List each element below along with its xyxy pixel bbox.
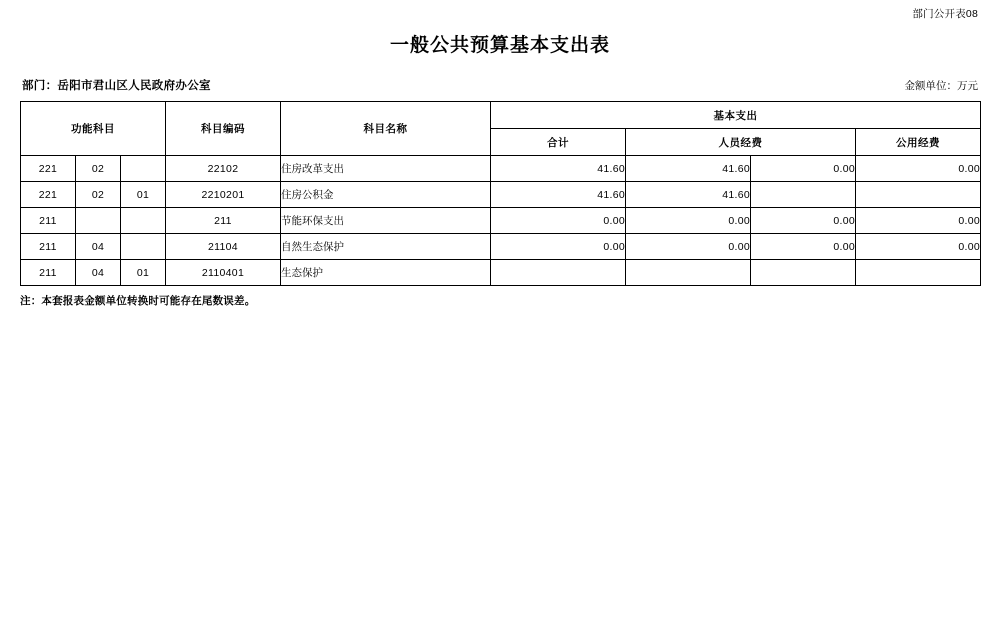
table-row (21, 156, 981, 182)
table-row (21, 234, 981, 260)
header-total: 合计 (491, 129, 626, 156)
cell-subject-name: 住房改革支出 (281, 156, 491, 182)
document-code: 部门公开表08 (912, 8, 978, 20)
page-title: 一般公共预算基本支出表 (389, 35, 610, 56)
cell-subject-name: 节能环保支出 (281, 208, 491, 234)
cell-function-class: 211 (21, 234, 76, 260)
table-row (21, 208, 981, 234)
header-basic-expenditure: 基本支出 (491, 102, 981, 129)
table-footnote: 注：本套报表金额单位转换时可能存在尾数误差。 (20, 295, 256, 307)
header-subject-name: 科目名称 (281, 102, 491, 156)
cell-function-xiang (121, 156, 166, 182)
cell-total: 41.60 (491, 156, 626, 182)
amount-unit-label: 金额单位：万元 (904, 80, 978, 92)
cell-function-kuan: 04 (76, 260, 121, 286)
header-function-subject: 功能科目 (21, 102, 166, 156)
cell-personnel: 0.00 (626, 234, 751, 260)
cell-subject-code: 22102 (166, 156, 281, 182)
cell-subject-code: 2210201 (166, 182, 281, 208)
cell-public: 0.00 (856, 234, 981, 260)
cell-personnel-sub: 0.00 (751, 156, 856, 182)
cell-function-class: 221 (21, 182, 76, 208)
cell-public: 0.00 (856, 156, 981, 182)
cell-subject-code: 21104 (166, 234, 281, 260)
cell-function-xiang: 01 (121, 260, 166, 286)
cell-function-kuan: 04 (76, 234, 121, 260)
cell-personnel-sub: 0.00 (751, 234, 856, 260)
cell-function-kuan (76, 208, 121, 234)
cell-subject-name: 生态保护 (281, 260, 491, 286)
budget-table (20, 101, 981, 286)
cell-subject-code: 2110401 (166, 260, 281, 286)
cell-personnel: 41.60 (626, 182, 751, 208)
cell-personnel: 0.00 (626, 208, 751, 234)
cell-function-xiang (121, 234, 166, 260)
cell-total: 0.00 (491, 208, 626, 234)
cell-public (856, 182, 981, 208)
cell-total: 0.00 (491, 234, 626, 260)
header-personnel: 人员经费 (626, 129, 856, 156)
cell-subject-name: 住房公积金 (281, 182, 491, 208)
cell-public: 0.00 (856, 208, 981, 234)
cell-public (856, 260, 981, 286)
document-meta (20, 77, 980, 93)
cell-subject-code: 211 (166, 208, 281, 234)
cell-subject-name: 自然生态保护 (281, 234, 491, 260)
table-row (21, 260, 981, 286)
cell-total (491, 260, 626, 286)
cell-function-kuan: 02 (76, 182, 121, 208)
cell-function-class: 211 (21, 208, 76, 234)
cell-personnel-sub: 0.00 (751, 208, 856, 234)
cell-personnel-sub (751, 260, 856, 286)
budget-table-body (21, 156, 981, 286)
cell-function-kuan: 02 (76, 156, 121, 182)
cell-personnel: 41.60 (626, 156, 751, 182)
cell-function-class: 221 (21, 156, 76, 182)
cell-function-xiang (121, 208, 166, 234)
cell-total: 41.60 (491, 182, 626, 208)
header-public: 公用经费 (856, 129, 981, 156)
header-subject-code: 科目编码 (166, 102, 281, 156)
cell-personnel (626, 260, 751, 286)
cell-function-xiang: 01 (121, 182, 166, 208)
cell-personnel-sub (751, 182, 856, 208)
table-row (21, 182, 981, 208)
department-label: 部门：岳阳市君山区人民政府办公室 (22, 80, 211, 92)
cell-function-class: 211 (21, 260, 76, 286)
